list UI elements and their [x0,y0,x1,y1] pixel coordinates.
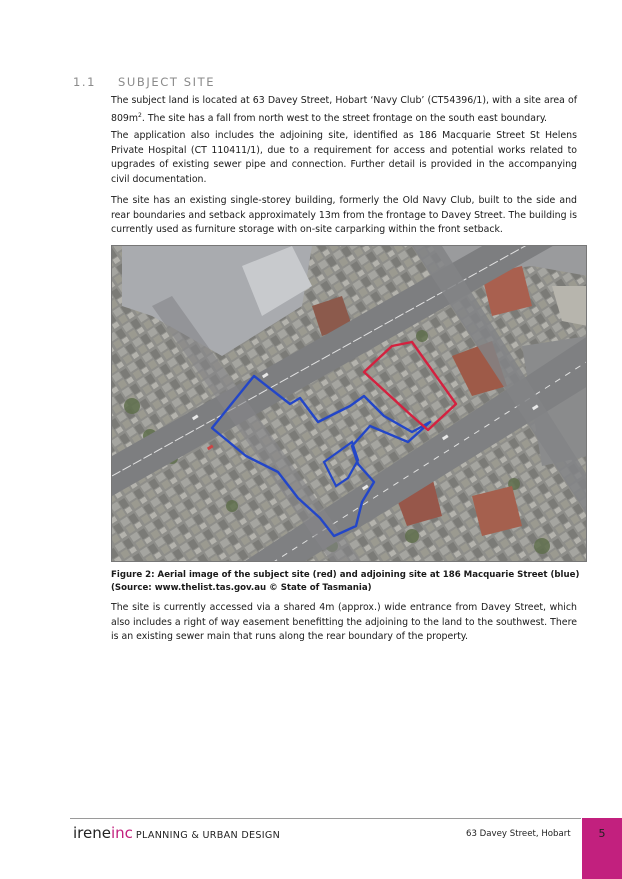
paragraph-access [111,601,577,653]
p3-text: The site has an existing single-storey building, formerly the Old Navy Club, built to the side and rear boundaries and setback approximately 13m from the frontage to Davey Street. The building is currently used as furniture storage with on-site carparking within the front setback. [111,195,577,236]
section-number: 1.1 [73,75,97,89]
logo-tagline: PLANNING & URBAN DESIGN [135,830,281,841]
paragraph-existing-building [111,194,577,246]
p1-text-b: . The site has a fall from north west to the street frontage on the south east boundary. [141,112,548,124]
p4-text: The site is currently accessed via a shared 4m (approx.) wide entrance from Davey Street, which also includes a right of way easement benefitting the adjoining to the land to the southwest. There is an existing sewer main that runs along the rear boundary of the property. [111,602,577,643]
company-logo [73,824,280,842]
figure-caption: Figure 2: Aerial image of the subject site (red) and adjoining site at 186 Macquarie Street (blue) (Source: www.thelist.tas.gov.au © State of Tasmania) [111,570,580,593]
paragraph-adjoining-site [111,129,577,195]
section-heading [73,75,215,89]
aerial-map [112,246,587,562]
logo-main: irene [73,824,111,842]
section-title: SUBJECT SITE [118,75,216,89]
footer-address: 63 Davey Street, Hobart [466,829,571,839]
p1-text-a: The subject land is located at 63 Davey Street, Hobart ‘Navy Club’ (CT54396/1), with a site area of 809m [111,95,577,124]
logo-inc: inc [110,824,133,842]
p2-text: The application also includes the adjoining site, identified as 186 Macquarie Street St Helens Private Hospital (CT 110411/1), due to a requirement for access and potential works related to upgrades of existing sewer pipe and connection. Further detail is provided in the accompanying civil documentation. [111,130,577,185]
aerial-image [111,245,587,562]
p1-superscript: 2 [138,111,142,119]
page-number-tab [582,818,622,879]
page-number: 5 [598,827,606,840]
footer-divider [70,818,581,819]
